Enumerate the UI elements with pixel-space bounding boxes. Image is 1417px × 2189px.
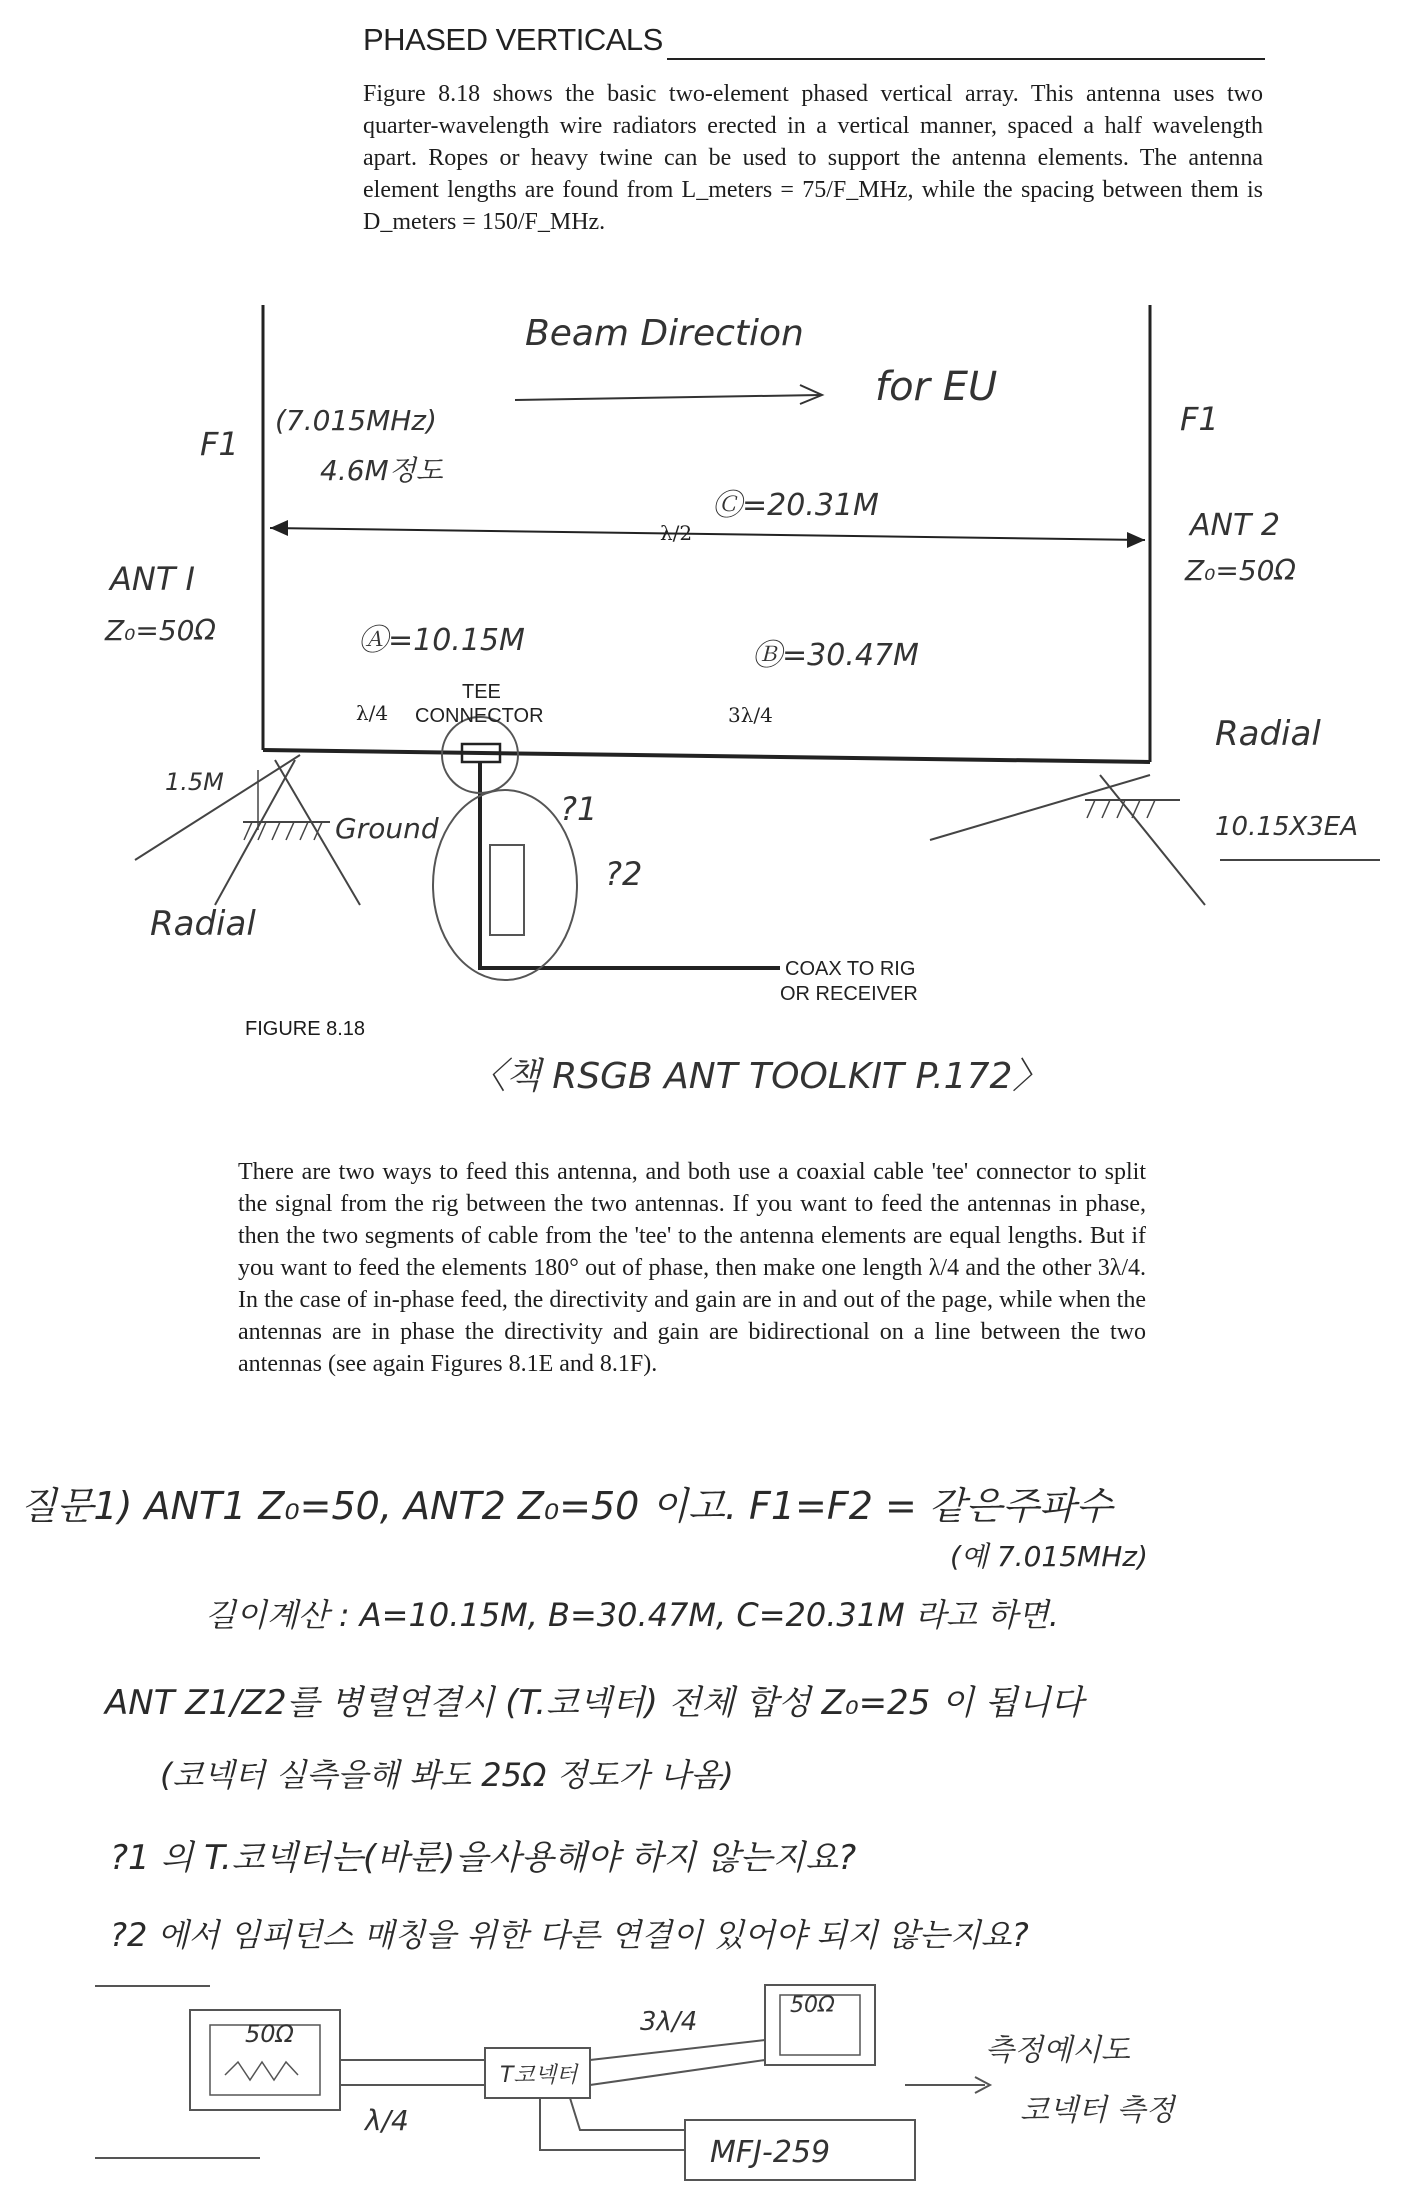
half-wave-label: λ/2 [660, 521, 693, 545]
b-value-note: Ⓑ=30.47M [752, 638, 919, 673]
question-line-2: 길이계산 : A=10.15M, B=30.47M, C=20.31M 라고 하면. [205, 1596, 1059, 1634]
feed-line [263, 750, 1150, 762]
a-value-note: Ⓐ=10.15M [358, 623, 525, 658]
body-paragraph: There are two ways to feed this antenna, and both use a coaxial cable 'tee' connector to split the signal from the rig between the two antennas. If you want to feed the antennas in phase, then the two segments of cable from the 'tee' to the antenna elements are equal lengths. But if you want to feed the elements 180° out of phase, then make one length λ/4 and the other 3λ/4. In the case of in-phase feed, the directivity and gain are in and out of the page, while when the antennas are in phase the directivity and gain are bidirectional on a line between the two antennas (see again Figures 8.1E and 8.1F). [238, 1159, 1146, 1377]
beam-arrow [515, 395, 820, 400]
intro-formula: L_meters = 75/F_MHz, while the spacing between them is D_meters = 150/F_MHz. [363, 177, 1264, 235]
q1-note: ?1 [560, 790, 598, 828]
radial-right-note: Radial [1215, 714, 1321, 754]
ant1-z-note: Z₀=50Ω [105, 614, 216, 647]
question-line-4: (코넥터 실측을해 봐도 25Ω 정도가 나옴) [160, 1756, 734, 1794]
question-line-6: ?2 에서 임피던스 매칭을 위한 다른 연결이 있어야 되지 않는지요? [110, 1916, 1029, 1954]
ant2-z-note: Z₀=50Ω [1185, 554, 1296, 587]
c-value-note: Ⓒ=20.31M [712, 488, 879, 523]
figure-caption: FIGURE 8.18 [245, 1018, 366, 1040]
height-left-note: 1.5M [165, 768, 224, 796]
beam-direction-note: Beam Direction [525, 313, 804, 354]
q2-ellipse [433, 790, 577, 980]
coax-label-1: COAX TO RIG [785, 958, 916, 980]
ant1-note: ANT I [110, 560, 195, 598]
question-line-5: ?1 의 T.코넥터는(바룬)을사용해야 하지 않는지요? [110, 1838, 857, 1878]
f1-left-note: F1 [200, 425, 239, 463]
sketch-note-2: 코넥터 측정 [1020, 2093, 1175, 2128]
ground-note: Ground [335, 812, 439, 845]
spacing-arrow [270, 528, 1145, 540]
coax-label-2: OR RECEIVER [780, 983, 918, 1005]
tee-label-2: CONNECTOR [415, 705, 544, 727]
sketch-analyzer: MFJ-259 [710, 2135, 831, 2170]
quarter-wave-label: λ/4 [356, 701, 389, 725]
sketch-note-1: 측정예시도 [985, 2033, 1130, 2068]
q2-note: ?2 [605, 855, 643, 893]
book-ref-note: 〈책 RSGB ANT TOOLKIT P.172〉 [470, 1056, 1049, 1097]
tee-label-1: TEE [462, 681, 501, 703]
ant2-note: ANT 2 [1190, 508, 1280, 543]
sketch-three-quarter: 3λ/4 [640, 2007, 698, 2037]
sketch-load1: 50Ω [245, 2020, 294, 2048]
for-eu-note: for EU [875, 364, 998, 410]
f1-right-note: F1 [1180, 400, 1219, 438]
question-line-1b: (예 7.015MHz) [950, 1540, 1148, 1573]
radial-count-note: 10.15X3EA [1215, 812, 1358, 842]
radial-left-note: Radial [150, 904, 256, 944]
intro-text: Figure 8.18 shows the basic two-element phased vertical array. This antenna uses two quarter-wavelength wire radiators erected in a vertical manner, spaced a half wavelength apart. Ropes or heavy twine can be used to support the antenna elements. The antenna element lengths are found from [363, 81, 1263, 203]
handwritten-questions [0, 1460, 1417, 2189]
question-line-3: ANT Z1/Z2를 병렬연결시 (T.코넥터) 전체 합성 Z₀=25 이 됩니다 [105, 1683, 1084, 1723]
sketch-quarter: λ/4 [365, 2104, 409, 2137]
freq-note: (7.015MHz) [275, 404, 437, 437]
page-header: PHASED VERTICALS [363, 22, 663, 57]
height-note: 4.6M정도 [320, 454, 443, 487]
sketch-load2: 50Ω [790, 1993, 835, 2018]
sketch-tee: T코넥터 [500, 2063, 578, 2088]
question-line-1: 질문1) ANT1 Z₀=50, ANT2 Z₀=50 이고. F1=F2 = 같은주파수 [20, 1484, 1113, 1528]
three-quarter-wave-label: 3λ/4 [728, 703, 773, 727]
